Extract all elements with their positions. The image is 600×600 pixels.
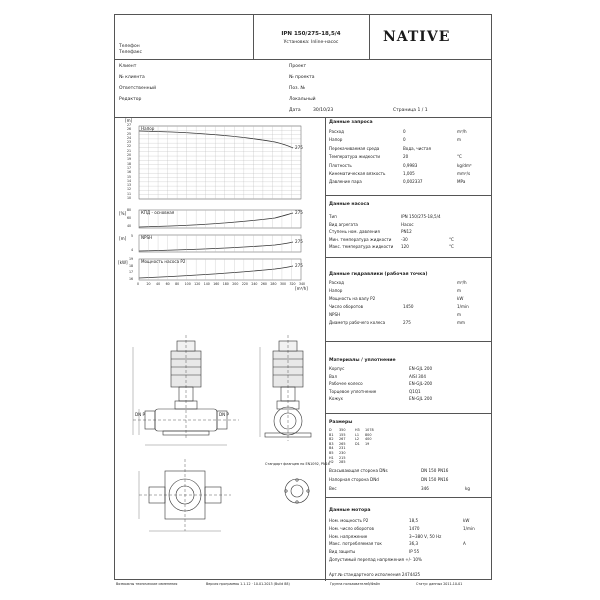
spec-label: Число оборотов [329, 304, 364, 309]
head-tick: 20 [127, 153, 132, 158]
dimension-cell: B1 [329, 432, 334, 437]
article-number: Арт.№ стандартного исполнения 2474425 [329, 572, 421, 577]
spec-value: EN-GJL-200 [409, 381, 433, 387]
local-label: Локальный [289, 97, 316, 102]
spec-value: 0 [403, 137, 406, 143]
spec-value: 120 [401, 244, 409, 250]
x-tick: 300 [279, 282, 287, 286]
dimension-cell: 800 [365, 432, 372, 437]
x-tick: 220 [241, 282, 248, 286]
head-tick: 26 [127, 127, 132, 132]
power-curve-tag: 275 [295, 263, 303, 268]
dimension-cell: 265 [339, 441, 346, 446]
footer-changes-note: Возможны технические изменения [116, 582, 178, 586]
spec-value: 1,005 [403, 171, 415, 176]
x-tick: 40 [156, 282, 161, 286]
project-number-label: № проекта [289, 75, 315, 80]
spec-label: Напор [329, 137, 343, 143]
dimension-cell: B2 [329, 437, 334, 442]
head-tick: 24 [127, 135, 132, 140]
dimension-cell: 231 [339, 446, 346, 451]
spec-label: Диаметр рабочего колеса [329, 320, 386, 325]
spec-value: 3~380 V, 50 Hz [409, 533, 442, 539]
spec-unit: mm [457, 320, 465, 325]
dimension-cell: 215 [339, 455, 346, 460]
dimension-cell: D1 [355, 441, 360, 446]
spec-unit: 1/min [463, 525, 475, 531]
responsible-label: Ответственный [119, 86, 157, 91]
spec-label: Кинематическая вязкость [329, 171, 386, 176]
position-label: Поз. № [289, 86, 306, 91]
dimension-cell: H3 [355, 428, 360, 432]
npsh-curve-tag: 275 [295, 239, 303, 244]
spec-label: Вид защиты [329, 549, 356, 555]
spec-value: 0 [403, 129, 406, 134]
x-tick: 180 [222, 282, 229, 286]
spec-unit: mm²/s [457, 171, 471, 176]
materials-title: Материалы / уплотнение [329, 358, 396, 363]
operating-point-title: Данные гидравлики (рабочая точка) [329, 272, 428, 277]
spec-label: NPSH [329, 312, 341, 317]
efficiency-curve-tag: 275 [295, 210, 303, 215]
dimension-cell: 155 [339, 432, 346, 437]
spec-value: 36,3 [409, 541, 419, 547]
spec-value: IPN 150/275-18,5/4 [401, 214, 441, 219]
dimensions-section [325, 413, 491, 498]
spec-value: -30 [401, 236, 408, 242]
dimension-cell: 350 [339, 428, 346, 432]
spec-value: Q1Q1 [409, 388, 421, 394]
spec-label: Тип [329, 214, 337, 219]
x-tick: 200 [232, 282, 239, 286]
dimension-cell: B5 [329, 451, 334, 455]
motor-data-section [325, 497, 491, 582]
footer [116, 583, 490, 591]
spec-unit: kg [465, 486, 470, 491]
head-label: Напор [141, 126, 155, 131]
installation-type: Установка: Inline-насос [283, 40, 339, 45]
dimension-cell: H2 [329, 460, 334, 465]
header [115, 15, 491, 60]
customer-label: Клиент [119, 64, 137, 69]
dimension-cell: 19 [365, 441, 370, 446]
spec-label: Напорная сторона DNd [329, 477, 379, 482]
head-tick: 22 [127, 144, 132, 149]
spec-label: Кожух [329, 396, 343, 402]
spec-label: Вал [329, 373, 337, 379]
spec-unit: kW [463, 518, 470, 523]
spec-value: PN12 [401, 229, 412, 235]
x-tick: 140 [203, 282, 210, 286]
spec-value: IP 55 [409, 549, 420, 555]
eff-tick: 60 [127, 216, 132, 220]
spec-unit: °C [449, 244, 454, 250]
spec-label: Ступень ном. давления [329, 229, 380, 235]
power-tick: 18 [129, 263, 134, 268]
x-tick: 60 [165, 282, 170, 286]
spec-unit: m [457, 137, 461, 143]
spec-label: Макс. потребляемая ток [329, 541, 382, 547]
dn-suction-label: DN P [135, 412, 145, 417]
spec-unit: m [457, 312, 461, 317]
head-tick: 14 [127, 178, 132, 183]
spec-unit: A [463, 541, 466, 547]
dimension-cell: D [329, 428, 332, 432]
spec-unit: kW [457, 296, 464, 301]
spec-label: Напор [329, 288, 343, 293]
x-tick: 120 [194, 282, 201, 286]
operating-point-section [325, 257, 491, 342]
dn-discharge-label: DN P [219, 412, 229, 417]
power-unit: [kW] [118, 260, 128, 265]
power-tick: 19 [129, 257, 134, 261]
spec-label: Перекачиваемая среда [329, 145, 380, 151]
x-tick: 280 [270, 282, 277, 286]
head-tick: 23 [127, 140, 132, 145]
dimension-cell: L2 [355, 437, 360, 442]
project-label: Проект [289, 64, 307, 69]
head-tick: 27 [127, 123, 132, 127]
pump-data-section [325, 195, 491, 258]
spec-value: EN-GJL 200 [409, 396, 433, 402]
dimension-cell: H1 [329, 455, 334, 460]
brand-logo: NATIVE [383, 29, 451, 45]
head-curve-tag: 275 [295, 145, 303, 150]
spec-unit: MPa [457, 179, 466, 185]
spec-label: Расход [329, 129, 344, 134]
spec-unit: kg/dm³ [457, 162, 472, 168]
spec-value: 0,002337 [403, 179, 423, 185]
dimension-cell: B3 [329, 441, 334, 446]
spec-value: 0,9983 [403, 162, 418, 168]
spec-value: 18,5 [409, 518, 419, 523]
head-tick: 17 [127, 165, 132, 170]
spec-value: 346 [421, 486, 429, 491]
customer-number-label: № клиента [119, 75, 145, 80]
motor-data-title: Данные мотора [329, 508, 371, 513]
power-label: Мощность насоса P2 [141, 259, 186, 264]
head-tick: 21 [127, 148, 132, 153]
head-tick: 15 [127, 174, 132, 179]
dimension-cell: 400 [365, 437, 372, 442]
spec-label: Ном. число оборотов [329, 525, 374, 531]
spec-unit: 1/min [457, 304, 469, 309]
npsh-tick: 4 [131, 248, 134, 252]
power-tick: 16 [129, 276, 134, 281]
spec-label: Вид агрегата [329, 221, 358, 227]
eff-unit: [%] [119, 211, 127, 216]
head-tick: 12 [127, 187, 132, 192]
npsh-tick: 5 [131, 234, 134, 238]
footer-data-status: Статус данных 2011-10-01 [416, 582, 463, 586]
pump-model-title: IPN 150/275-18,5/4 [281, 31, 341, 37]
spec-value: Вода, чистая [403, 145, 431, 151]
x-tick: 260 [260, 282, 267, 286]
datasheet [114, 14, 492, 580]
spec-unit: m [457, 288, 461, 293]
dimension-cell: 230 [339, 451, 346, 455]
dimension-cell: 1078 [365, 428, 374, 432]
eff-tick: 40 [127, 224, 132, 228]
spec-label: Допустимый перепад напряжения +/- 10% [329, 557, 422, 562]
x-tick: 240 [251, 282, 258, 286]
x-tick: 0 [137, 282, 140, 286]
date-value: 30/10/23 [313, 108, 334, 113]
fax-label: Телефакс [119, 50, 142, 55]
spec-label: Расход [329, 280, 344, 285]
x-tick: 160 [213, 282, 220, 286]
query-data-section [325, 117, 491, 195]
page-number: Страница 1 / 1 [393, 108, 428, 113]
specifications [325, 117, 491, 581]
spec-label: Мин. температура жидкости [329, 236, 392, 242]
dimension-cell: B4 [329, 446, 334, 451]
x-tick: 20 [146, 282, 151, 286]
spec-value: 275 [403, 320, 411, 325]
spec-label: Рабочее колесо [329, 381, 363, 387]
head-tick: 11 [127, 191, 132, 196]
x-axis-unit: [m³/h] [295, 286, 308, 291]
spec-value: 1470 [409, 525, 420, 531]
x-tick: 320 [289, 282, 296, 286]
spec-value: DN 150 PN16 [421, 468, 449, 473]
x-tick: 340 [299, 282, 306, 286]
spec-label: Ном. мощность P2 [329, 518, 369, 523]
pump-drawing [115, 299, 325, 579]
spec-value: EN-GJL 200 [409, 366, 433, 371]
dimension-cell: 285 [339, 460, 346, 465]
spec-label: Температура жидкости [329, 154, 381, 160]
spec-unit: °C [449, 236, 454, 242]
spec-unit: m³/h [457, 129, 467, 134]
npsh-label: NPSH [141, 235, 153, 240]
spec-label: Макс. температура жидкости [329, 244, 394, 250]
spec-value: AISI 304 [409, 373, 426, 379]
spec-label: Ном. напряжение [329, 533, 368, 539]
head-tick: 19 [127, 157, 132, 162]
spec-label: Плотность [329, 162, 352, 168]
head-curve-graphic [115, 117, 325, 297]
project-info [115, 59, 491, 118]
spec-label: Вес [329, 486, 337, 491]
efficiency-label: КПД - основная [141, 210, 175, 215]
materials-section [325, 341, 491, 414]
phone-label: Телефон [119, 44, 140, 49]
head-tick: 18 [127, 161, 132, 166]
dimension-cell: L1 [355, 432, 360, 437]
head-tick: 10 [127, 196, 132, 200]
spec-label: Корпус [329, 366, 345, 371]
footer-user-group: Группа пользователей/Файл [330, 582, 380, 586]
spec-unit: m³/h [457, 280, 467, 285]
curves-and-drawing [115, 117, 330, 581]
spec-label: Мощность на валу P2 [329, 296, 376, 301]
query-data-title: Данные запроса [329, 120, 373, 125]
dimensions-title: Размеры [329, 420, 353, 425]
head-tick: 25 [127, 131, 132, 136]
power-tick: 17 [129, 270, 134, 274]
editor-label: Редактор [119, 97, 142, 102]
npsh-unit: [m] [119, 236, 127, 241]
spec-label: Давление пара [329, 179, 362, 185]
pump-data-title: Данные насоса [329, 202, 370, 207]
spec-value: Насос [401, 221, 414, 227]
head-unit: [m] [125, 118, 133, 123]
spec-label: Торцевое уплотнение [329, 388, 377, 394]
x-tick: 80 [175, 282, 180, 286]
spec-value: DN 150 PN16 [421, 477, 449, 482]
date-label: Дата [289, 108, 301, 113]
flange-standard-note: Стандарт фланцев по EN1092, PN16 [265, 462, 330, 466]
head-tick: 16 [127, 170, 132, 175]
eff-tick: 80 [127, 208, 132, 212]
spec-value: 1450 [403, 304, 414, 309]
spec-label: Всасывающая сторона DNs [329, 468, 388, 473]
footer-version: Версия программы 1.1.12 · 10.01.2013 (Build 88) [206, 582, 290, 586]
head-tick: 13 [127, 183, 132, 188]
spec-unit: °C [457, 154, 462, 160]
x-tick: 100 [184, 282, 191, 286]
dimension-cell: 267 [339, 437, 346, 442]
spec-value: 20 [403, 154, 409, 160]
